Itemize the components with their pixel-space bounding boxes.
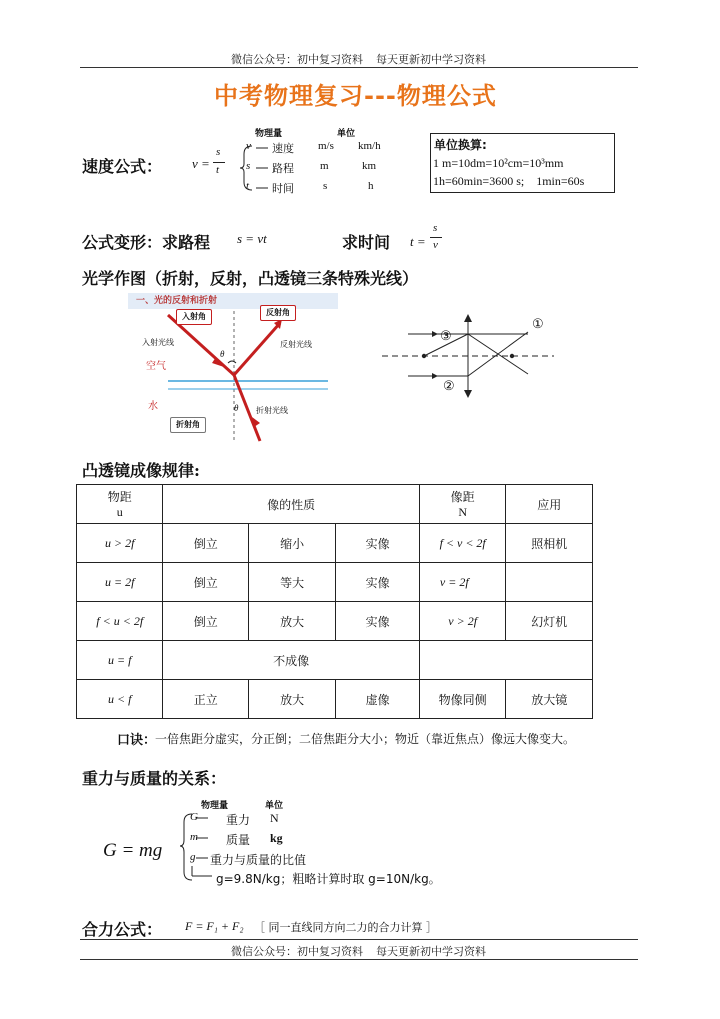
speed-name-t: 时间 <box>272 182 294 195</box>
row4-object: u = f <box>77 641 163 680</box>
row1-object: u > 2f <box>77 524 163 563</box>
header-object-distance: 物距 u <box>77 485 163 524</box>
speed-si-v: m/s <box>318 140 334 152</box>
footer-left: 微信公众号：初中复习资料 <box>231 945 363 958</box>
reflection-angle-label: 反射角 <box>266 308 290 317</box>
speed-si-s: m <box>320 160 329 172</box>
lens-rules-label: 凸透镜成像规律: <box>82 461 200 480</box>
footer-bottom-rule <box>80 959 638 960</box>
row1-orientation: 倒立 <box>163 524 248 563</box>
optics-label: 光学作图（折射，反射，凸透镜三条特殊光线） <box>82 269 419 288</box>
row3-size: 放大 <box>248 602 335 641</box>
reflected-ray-label: 反射光线 <box>280 340 312 349</box>
header-application: 应用 <box>506 485 593 524</box>
speed-col-unit: 单位 <box>337 129 356 139</box>
speed-si-t: s <box>323 180 328 192</box>
gravity-name-g: 重力与质量的比值 <box>210 853 307 867</box>
gravity-name-G: 重力 <box>226 813 251 827</box>
resultant-label: 合力公式： <box>82 920 163 939</box>
row2-application <box>506 563 593 602</box>
distance-formula: s = vt <box>237 231 267 246</box>
gravity-note: g=9.8N/kg；粗略计算时取 g=10N/kg。 <box>216 872 441 886</box>
header-image-nature: 像的性质 <box>163 485 419 524</box>
row5-orientation: 正立 <box>163 680 248 719</box>
row3-image: v > 2f <box>419 602 506 641</box>
table-row <box>77 602 593 641</box>
speed-sym-t: t <box>246 180 250 192</box>
row2-image: v = 2f <box>419 563 506 602</box>
incident-angle-callout <box>176 309 212 325</box>
unit-conversion-title: 单位换算: <box>434 138 487 152</box>
gravity-sym-g: g <box>190 851 196 863</box>
table-row <box>77 563 593 602</box>
mnemonic-label: 口诀： <box>117 733 157 748</box>
water-label: 水 <box>148 401 158 412</box>
speed-common-t: h <box>368 180 374 192</box>
row3-application: 幻灯机 <box>506 602 593 641</box>
row5-size: 放大 <box>248 680 335 719</box>
optics-panel-title: 一、光的反射和折射 <box>128 293 338 309</box>
speed-name-s: 路程 <box>272 162 294 175</box>
reflection-angle-callout <box>260 305 296 321</box>
resultant-formula: F = F₁ + F₂ <box>185 919 244 933</box>
row3-type: 实像 <box>336 602 419 641</box>
gravity-label: 重力与质量的关系： <box>82 769 227 788</box>
gravity-sym-m: m <box>190 831 198 843</box>
gravity-sym-G: G <box>190 811 198 823</box>
footer-rule <box>80 939 638 940</box>
row2-orientation: 倒立 <box>163 563 248 602</box>
speed-label: 速度公式： <box>82 157 163 176</box>
gravity-unit-G: N <box>270 811 279 825</box>
refraction-angle-callout <box>170 417 206 433</box>
header-right: 每天更新初中学习资料 <box>376 53 486 66</box>
lens-mark-1: ① <box>532 316 544 331</box>
row1-type: 实像 <box>336 524 419 563</box>
row1-application: 照相机 <box>506 524 593 563</box>
row4-empty <box>419 641 592 680</box>
row2-type: 实像 <box>336 563 419 602</box>
speed-brace <box>238 140 268 196</box>
incident-angle-label: 入射角 <box>182 312 206 321</box>
page-title: 中考物理复习---物理公式 <box>214 82 497 110</box>
speed-sym-v: v <box>246 140 251 152</box>
row3-orientation: 倒立 <box>163 602 248 641</box>
refraction-theta: θ <box>234 403 239 413</box>
lens-mark-2: ② <box>443 378 455 393</box>
footer-right: 每天更新初中学习资料 <box>376 945 486 958</box>
row1-size: 缩小 <box>248 524 335 563</box>
incident-ray-label: 入射光线 <box>142 338 174 347</box>
gravity-col-quantity: 物理量 <box>201 801 229 811</box>
row5-image: 物像同侧 <box>419 680 506 719</box>
speed-name-v: 速度 <box>272 142 294 155</box>
gravity-note-connector <box>190 866 214 884</box>
time-formula-visual: t = s v <box>410 224 446 258</box>
refraction-angle-label: 折射角 <box>176 420 200 429</box>
gravity-col-unit: 单位 <box>265 801 284 811</box>
convex-lens-diagram <box>378 312 558 398</box>
row5-object: u < f <box>77 680 163 719</box>
gravity-name-m: 质量 <box>226 833 251 847</box>
row5-type: 虚像 <box>336 680 419 719</box>
speed-sym-s: s <box>246 160 251 172</box>
speed-formula: v = s t <box>192 148 230 184</box>
speed-common-v: km/h <box>358 140 381 152</box>
unit-conversion-line1: 1 m=10dm=10²cm=10³mm <box>433 156 564 170</box>
lens-rules-table <box>76 484 593 719</box>
header-left: 微信公众号：初中复习资料 <box>231 53 363 66</box>
row4-no-image: 不成像 <box>163 641 419 680</box>
table-header-row <box>77 485 593 524</box>
air-label: 空气 <box>146 361 166 372</box>
speed-col-quantity: 物理量 <box>255 129 283 139</box>
table-row <box>77 524 593 563</box>
row3-object: f < u < 2f <box>77 602 163 641</box>
resultant-note: ［ 同一直线同方向二力的合力计算 ］ <box>254 921 437 934</box>
refracted-ray-label: 折射光线 <box>256 406 288 415</box>
row1-image: f < v < 2f <box>419 524 506 563</box>
header-rule <box>80 67 638 68</box>
reflection-theta: θ <box>220 349 225 359</box>
reflection-refraction-figure <box>128 293 338 445</box>
lens-mark-3: ③ <box>440 328 452 343</box>
table-row <box>77 680 593 719</box>
header-image-distance: 像距 N <box>419 485 506 524</box>
row2-size: 等大 <box>248 563 335 602</box>
mnemonic-text: 一倍焦距分虚实，分正倒；二倍焦距分大小；物近（靠近焦点）像远大像变大。 <box>155 732 576 746</box>
transform-label: 公式变形：求路程 <box>82 233 211 252</box>
gravity-unit-m: kg <box>270 831 283 845</box>
row5-application: 放大镜 <box>506 680 593 719</box>
unit-conversion-box <box>430 133 615 193</box>
gravity-formula: G = mg <box>103 840 163 861</box>
speed-common-s: km <box>362 160 377 172</box>
row2-object: u = 2f <box>77 563 163 602</box>
time-label: 求时间 <box>342 233 391 252</box>
table-row <box>77 641 593 680</box>
unit-conversion-line2: 1h=60min=3600 s; 1min=60s <box>433 174 585 188</box>
